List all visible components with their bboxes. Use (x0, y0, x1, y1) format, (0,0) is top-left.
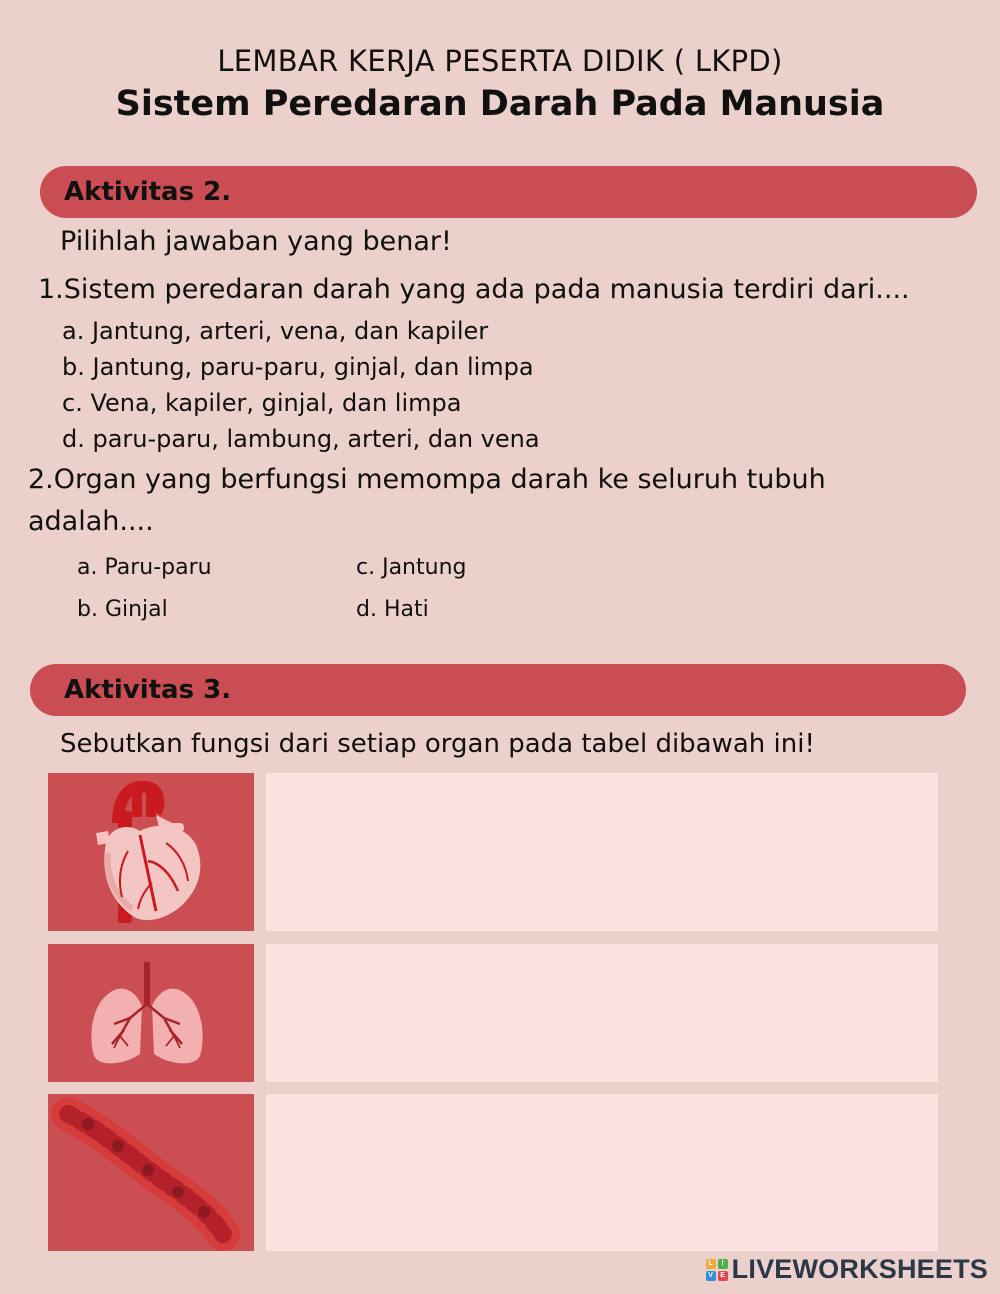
logo-letter-e: E (718, 1271, 728, 1281)
heart-image-cell (48, 773, 254, 931)
question-2-option-c[interactable]: c. Jantung (356, 555, 467, 580)
activity-3-instruction: Sebutkan fungsi dari setiap organ pada tabel dibawah ini! (60, 729, 815, 759)
worksheet-title: Sistem Peredaran Darah Pada Manusia (115, 84, 885, 124)
logo-letter-v: V (706, 1271, 716, 1281)
liveworksheets-mark-icon (706, 1259, 728, 1281)
logo-letter-i: I (718, 1259, 728, 1269)
blood-vessel-icon (48, 1094, 254, 1251)
question-1-option-d[interactable]: d. paru-paru, lambung, arteri, dan vena (62, 425, 540, 453)
activity-2-instruction: Pilihlah jawaban yang benar! (60, 226, 452, 257)
worksheet-subtitle: LEMBAR KERJA PESERTA DIDIK ( LKPD) (217, 44, 783, 78)
blood-vessel-answer-box[interactable] (266, 1094, 938, 1251)
question-1-option-a[interactable]: a. Jantung, arteri, vena, dan kapiler (62, 317, 489, 345)
question-2-option-b[interactable]: b. Ginjal (77, 597, 168, 622)
heart-icon (48, 773, 254, 931)
blood-vessel-image-cell (48, 1094, 254, 1251)
lungs-icon (48, 944, 254, 1082)
question-1-text: 1.Sistem peredaran darah yang ada pada manusia terdiri dari.... (38, 274, 910, 305)
activity-3-label: Aktivitas 3. (64, 675, 232, 705)
question-1-option-b[interactable]: b. Jantung, paru-paru, ginjal, dan limpa (62, 353, 534, 381)
liveworksheets-wordmark: LIVEWORKSHEETS (731, 1254, 988, 1284)
lungs-image-cell (48, 944, 254, 1082)
question-2-option-a[interactable]: a. Paru-paru (77, 555, 212, 580)
activity-2-label: Aktivitas 2. (64, 177, 232, 207)
question-1-option-c[interactable]: c. Vena, kapiler, ginjal, dan limpa (62, 389, 462, 417)
liveworksheets-logo (706, 1254, 988, 1285)
question-2-text-line-1: 2.Organ yang berfungsi memompa darah ke seluruh tubuh (28, 464, 826, 495)
question-2-option-d[interactable]: d. Hati (356, 597, 429, 622)
logo-letter-l: L (706, 1259, 716, 1269)
activity-3-banner (30, 664, 966, 716)
activity-2-banner (40, 166, 977, 218)
heart-answer-box[interactable] (266, 773, 938, 931)
question-2-text-line-2: adalah.... (28, 506, 154, 537)
lungs-answer-box[interactable] (266, 944, 938, 1082)
